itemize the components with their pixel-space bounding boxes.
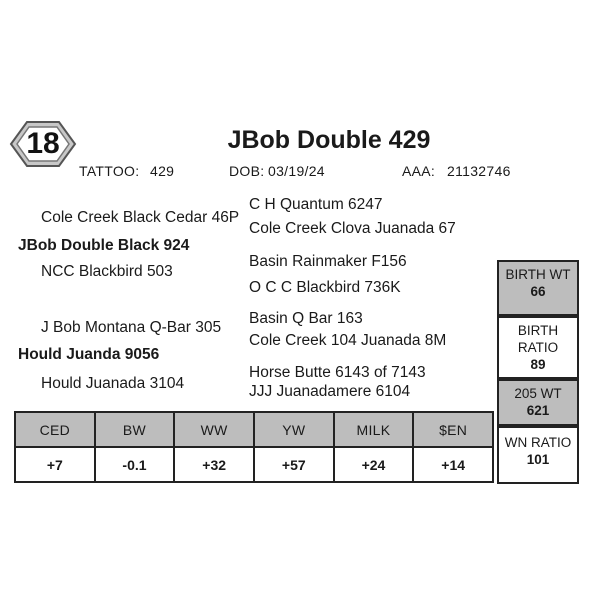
pedigree-sire: JBob Double Black 924 [18,237,190,254]
tattoo-label: TATTOO: [79,163,140,179]
epd-header-ww: WW [174,412,254,447]
weaning-weight-value: 621 [526,403,550,418]
pedigree-dam-dam-dam: JJJ Juanadamere 6104 [249,383,411,400]
epd-header-ced: CED [15,412,95,447]
pedigree-sire-sire-dam: Cole Creek Clova Juanada 67 [249,220,456,237]
aaa-label: AAA: [402,163,436,179]
birth-ratio-box [497,316,579,379]
pedigree-sire-sire: Cole Creek Black Cedar 46P [41,209,240,226]
epd-header-yw: YW [254,412,334,447]
epd-value-bw: -0.1 [95,447,175,482]
animal-name: JBob Double 429 [227,126,431,154]
birth-ratio-label-line2: RATIO [517,340,559,355]
weaning-ratio-label: WN RATIO [504,435,572,450]
pedigree-dam-sire-sire: Basin Q Bar 163 [249,310,363,327]
epd-value-row [15,447,493,482]
pedigree-sire-sire-sire: C H Quantum 6247 [249,196,383,213]
pedigree-dam-sire: J Bob Montana Q-Bar 305 [41,319,222,336]
weaning-weight-box [497,379,579,426]
pedigree-sire-dam-sire: Basin Rainmaker F156 [249,253,407,270]
lot-number: 18 [26,127,60,160]
tattoo-value: 429 [150,163,175,179]
weaning-weight-label: 205 WT [514,386,562,401]
aaa-value: 21132746 [447,163,511,179]
weaning-ratio-value: 101 [526,452,550,467]
epd-header-milk: MILK [334,412,414,447]
pedigree-dam-dam: Hould Juanada 3104 [41,375,185,392]
epd-value-yw: +57 [254,447,334,482]
epd-value-ww: +32 [174,447,254,482]
epd-header-row [15,412,493,447]
dob-label: DOB: [229,163,265,179]
epd-value-milk: +24 [334,447,414,482]
pedigree-dam-sire-dam: Cole Creek 104 Juanada 8M [249,332,447,349]
birth-ratio-label-line1: BIRTH [517,323,559,338]
epd-header-en: $EN [413,412,493,447]
epd-value-en: +14 [413,447,493,482]
birth-weight-label: BIRTH WT [505,267,571,282]
pedigree-dam-dam-sire: Horse Butte 6143 of 7143 [249,364,426,381]
pedigree-sire-dam: NCC Blackbird 503 [41,263,173,280]
weaning-ratio-box [497,426,579,484]
pedigree-sire-dam-dam: O C C Blackbird 736K [249,279,401,296]
pedigree-dam: Hould Juanda 9056 [18,346,160,363]
epd-value-ced: +7 [15,447,95,482]
dob-value: 03/19/24 [268,163,325,179]
birth-weight-box [497,260,579,316]
epd-table [14,411,494,483]
birth-ratio-value: 89 [530,357,546,372]
birth-weight-value: 66 [530,284,546,299]
epd-header-bw: BW [95,412,175,447]
